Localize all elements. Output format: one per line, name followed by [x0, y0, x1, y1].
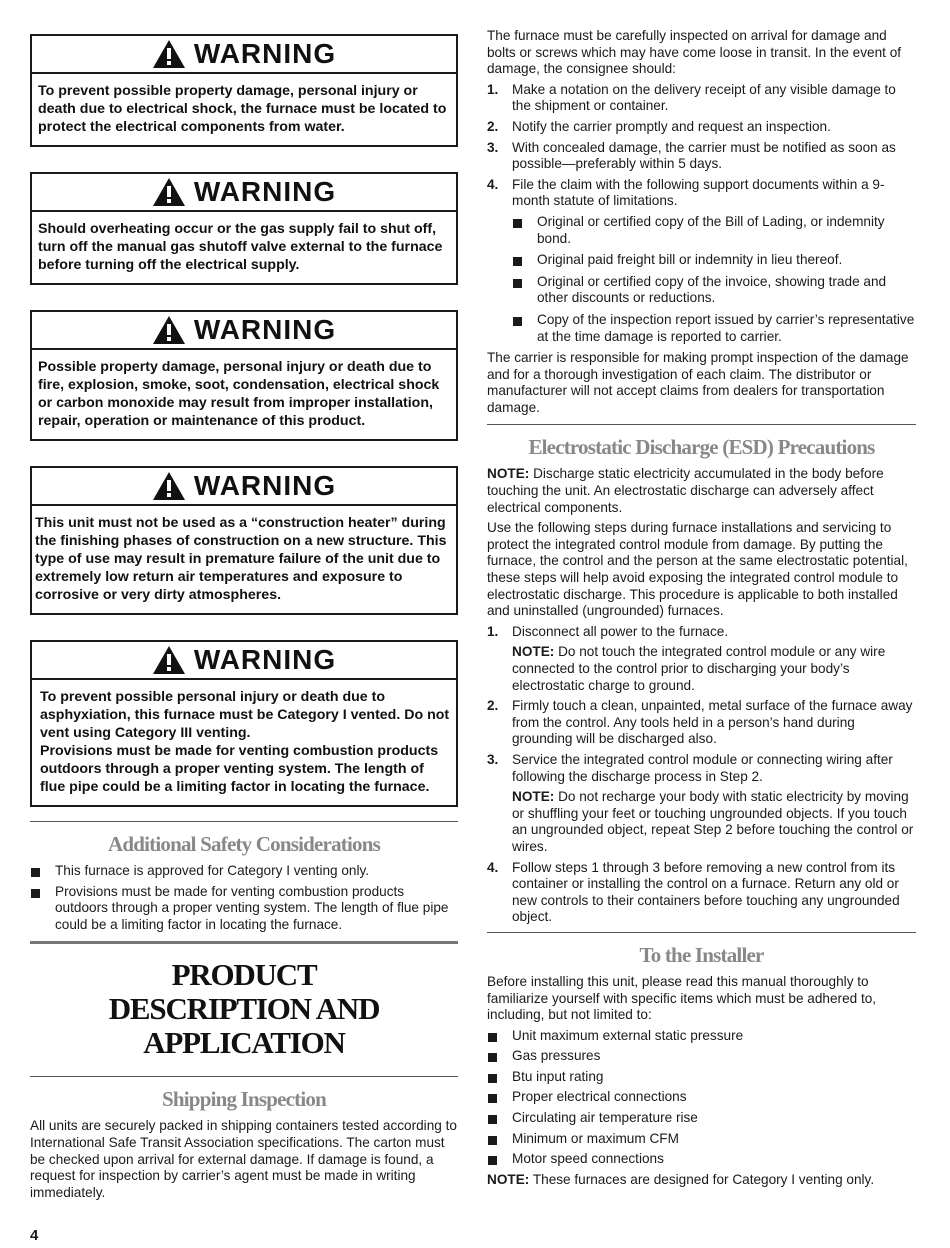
warning-triangle-icon [152, 315, 186, 345]
esd-note [487, 466, 916, 516]
note-text: These furnaces are designed for Category I venting only. [529, 1171, 875, 1187]
list-item [487, 82, 916, 115]
list-item [512, 214, 916, 247]
warning-triangle-icon [152, 39, 186, 69]
list-item [487, 1110, 916, 1127]
warning-text [32, 212, 456, 283]
list-item [487, 1028, 916, 1045]
step-text: Service the integrated control module or connecting wiring after following the discharge process in Step 2. [512, 751, 893, 784]
list-item [487, 177, 916, 345]
list-item [487, 1069, 916, 1086]
step-number: 4. [487, 859, 499, 875]
warning-header [32, 312, 456, 350]
step-text: With concealed damage, the carrier must be notified as soon as possible—preferably within 5 days. [512, 139, 896, 172]
list-item-text: Provisions must be made for venting combustion products outdoors through a proper venting system. The length of flue pipe could be a limiting factor in locating the furnace. [55, 883, 449, 932]
step-text: Firmly touch a clean, unpainted, metal surface of the furnace away from the control. Any tools held in a person’s hand during grounding will be discharged also. [512, 698, 913, 747]
documents-list [512, 214, 916, 345]
section-heading-additional-safety: Additional Safety Considerations [108, 832, 380, 856]
note-label: NOTE: [512, 789, 555, 805]
list-item [487, 1089, 916, 1106]
warning-box-1 [30, 34, 458, 147]
list-item-text: Btu input rating [512, 1068, 604, 1084]
list-item [487, 752, 916, 856]
square-bullet-icon [513, 219, 522, 228]
warning-triangle-icon [152, 471, 186, 501]
section-divider [487, 424, 916, 425]
warning-text [32, 506, 456, 613]
warning-paragraph: To prevent possible property damage, personal injury or death due to electrical shock, the furnace must be located to protect the electrical components from water. [38, 83, 447, 135]
inspection-closing: The carrier is responsible for making prompt inspection of the damage and for a thorough investigation of each claim. The distributor or manufacturer will not accept claims from dealers for transportation damage. [487, 350, 909, 415]
installer-intro: Before installing this unit, please read this manual thoroughly to familiarize yourself with specific items which must be adhered to, including, but not limited to: [487, 973, 877, 1023]
warning-text [32, 74, 456, 145]
warning-title: WARNING [193, 644, 337, 675]
warning-text [32, 680, 456, 805]
list-item-text: Copy of the inspection report issued by carrier’s representative at the time damage is reported to carrier. [537, 311, 915, 344]
inspection-steps [487, 82, 916, 345]
list-item [512, 274, 916, 307]
warning-header [32, 468, 456, 506]
step-number: 4. [487, 176, 499, 192]
left-column [30, 34, 458, 1205]
list-item-text: Gas pressures [512, 1048, 601, 1064]
warning-title: WARNING [193, 38, 337, 69]
square-bullet-icon [488, 1033, 497, 1042]
list-item [487, 119, 916, 136]
step-text: Notify the carrier promptly and request an inspection. [512, 118, 831, 134]
step-note [512, 789, 916, 855]
list-item [30, 884, 458, 934]
list-item-text: Unit maximum external static pressure [512, 1027, 744, 1043]
step-number: 2. [487, 118, 499, 134]
warning-header [32, 642, 456, 680]
square-bullet-icon [513, 257, 522, 266]
esd-steps [487, 624, 916, 926]
square-bullet-icon [488, 1136, 497, 1145]
warning-paragraph: This unit must not be used as a “construction heater” during the finishing phases of construction on a new structure. This type of use may result in premature failure of the unit due to extremely low return air temperatures and exposure to corrosive or very dirty atmospheres. [35, 515, 447, 603]
step-text: Make a notation on the delivery receipt of any visible damage to the shipment or container. [512, 81, 896, 114]
warning-title: WARNING [193, 314, 337, 345]
square-bullet-icon [488, 1115, 497, 1124]
note-label: NOTE: [487, 466, 530, 482]
section-heading-installer: To the Installer [639, 942, 764, 967]
warning-paragraph: Provisions must be made for venting combustion products outdoors through a proper venting system. The length of flue pipe could be a limiting factor in locating the furnace. [40, 743, 439, 795]
page-title: PRODUCT DESCRIPTION AND APPLICATION [108, 957, 380, 1061]
list-item-text: Original paid freight bill or indemnity in lieu thereof. [537, 252, 843, 268]
note-label: NOTE: [487, 1171, 530, 1187]
esd-intro: Use the following steps during furnace installations and servicing to protect the integrated control module from damage. By putting the furnace, the control and the person at the same electrostatic potential, these steps will help avoid exposing the integrated control module to electrostatic discharge. This procedure is applicable to both installed and uninstalled (ungrounded) furnaces. [487, 520, 908, 619]
right-column [487, 28, 916, 1192]
installer-note [487, 1172, 916, 1189]
square-bullet-icon [488, 1053, 497, 1062]
warning-paragraph: Should overheating occur or the gas supply fail to shut off, turn off the manual gas shutoff valve external to the furnace before turning off the electrical supply. [38, 221, 443, 273]
section-divider-thick [30, 941, 458, 944]
warning-header [32, 174, 456, 212]
list-item [487, 1131, 916, 1148]
warning-title: WARNING [193, 470, 337, 501]
step-text: Disconnect all power to the furnace. [512, 623, 729, 639]
warning-box-2 [30, 172, 458, 285]
section-heading-shipping: Shipping Inspection [162, 1087, 326, 1112]
section-heading-esd: Electrostatic Discharge (ESD) Precautions [528, 435, 875, 460]
list-item [487, 140, 916, 173]
list-item-text: Original or certified copy of the Bill of Lading, or indemnity bond. [537, 213, 885, 246]
note-text: Discharge static electricity accumulated in the body before touching the unit. An electrostatic discharge can adversely affect electrical components. [487, 466, 884, 515]
list-item-text: This furnace is approved for Category I venting only. [55, 863, 370, 878]
list-item [487, 1048, 916, 1065]
warning-paragraph: To prevent possible personal injury or death due to asphyxiation, this furnace must be Category I vented. Do not vent using Category III venting. [40, 689, 450, 741]
note-text: Do not recharge your body with static electricity by moving or shuffling your feet or touching ungrounded objects. If you touch an ungrounded object, repeat Step 2 before touching the control or wires. [512, 789, 914, 854]
square-bullet-icon [31, 889, 40, 898]
step-number: 1. [487, 81, 499, 97]
warning-box-3 [30, 310, 458, 441]
warning-box-5 [30, 640, 458, 807]
note-text: Do not touch the integrated control module or any wire connected to the control prior to discharging your body’s electrostatic charge to ground. [512, 644, 886, 693]
list-item [512, 312, 916, 345]
square-bullet-icon [488, 1156, 497, 1165]
square-bullet-icon [31, 868, 40, 877]
list-item [487, 860, 916, 926]
square-bullet-icon [513, 317, 522, 326]
warning-triangle-icon [152, 645, 186, 675]
warning-paragraph: Possible property damage, personal injury or death due to fire, explosion, smoke, soot, condensation, electrical shock or carbon monoxide may result from improper installation, repair, operation or maintenance of this product. [38, 359, 440, 429]
page-number: 4 [30, 1227, 39, 1244]
list-item-text: Minimum or maximum CFM [512, 1130, 679, 1146]
shipping-text: All units are securely packed in shipping containers tested according to International Safe Transit Association specifications. The carton must be checked upon arrival for external damage. If damage is found, a request for inspection by carrier’s agent must be made in writing immediately. [30, 1118, 457, 1200]
warning-header [32, 36, 456, 74]
list-item-text: Proper electrical connections [512, 1089, 687, 1105]
step-number: 3. [487, 139, 499, 155]
section-divider [30, 821, 458, 822]
list-item [512, 252, 916, 269]
installer-list [487, 1028, 916, 1168]
square-bullet-icon [488, 1094, 497, 1103]
step-text: Follow steps 1 through 3 before removing a new control from its container or installing the control on a furnace. Return any old or new controls to their containers before touching any ungrounded object. [512, 859, 900, 925]
safety-list [30, 863, 458, 933]
list-item [487, 698, 916, 748]
section-divider [30, 1076, 458, 1077]
step-number: 3. [487, 751, 499, 767]
inspection-intro: The furnace must be carefully inspected on arrival for damage and bolts or screws which may have come loose in transit. In the event of damage, the consignee should: [487, 28, 902, 77]
step-number: 2. [487, 698, 499, 714]
list-item-text: Motor speed connections [512, 1151, 664, 1167]
list-item-text: Circulating air temperature rise [512, 1110, 698, 1126]
list-item [487, 1151, 916, 1168]
warning-text [32, 350, 456, 439]
list-item-text: Original or certified copy of the invoice, showing trade and other discounts or reductions. [537, 273, 887, 306]
warning-title: WARNING [193, 176, 337, 207]
step-number: 1. [487, 623, 499, 639]
step-text: File the claim with the following support documents within a 9-month statute of limitations. [512, 176, 885, 209]
square-bullet-icon [513, 279, 522, 288]
square-bullet-icon [488, 1074, 497, 1083]
warning-triangle-icon [152, 177, 186, 207]
note-label: NOTE: [512, 644, 555, 660]
section-divider [487, 932, 916, 933]
warning-box-4 [30, 466, 458, 615]
list-item [30, 863, 458, 880]
list-item [487, 624, 916, 694]
step-note [512, 644, 916, 694]
